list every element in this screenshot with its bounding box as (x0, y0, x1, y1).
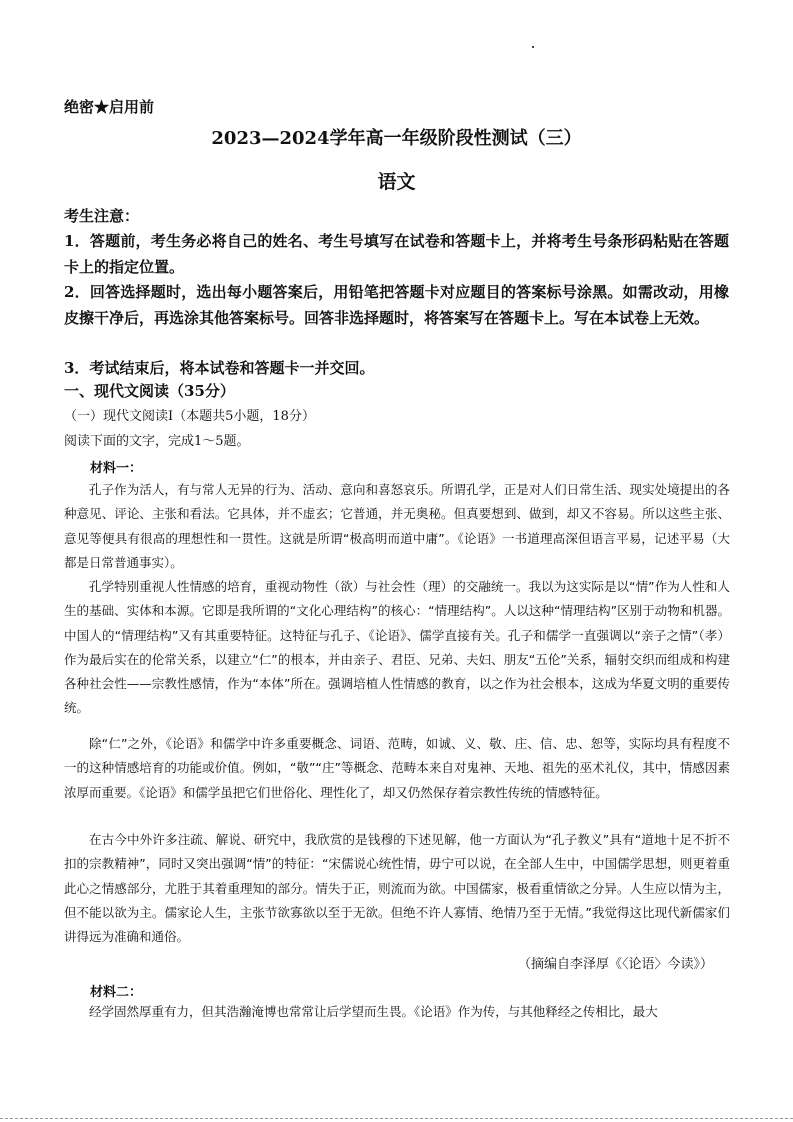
reading-instruction: 阅读下面的文字，完成1～5题。 (64, 434, 250, 449)
material-1-label: 材料一： (90, 461, 143, 476)
notice-item: 2．回答选择题时，选出每小题答案后，用铅笔把答题卡对应题目的答案标号涂黑。如需改动，用橡皮擦干净后，再选涂其他答案标号。回答非选择题时，将答案写在答题卡上。写在本试卷上无效。 (64, 283, 729, 327)
exam-title: 2023—2024学年高一年级阶段性测试（三） (211, 128, 582, 149)
decorative-dot (532, 46, 534, 48)
page-bottom-rule (0, 1118, 793, 1119)
material-1-source: （摘编自李泽厚《〈论语〉今读》） (517, 957, 713, 972)
material-2-paragraph: 经学固然厚重有力，但其浩瀚淹博也常常让后学望而生畏。《论语》作为传，与其他释经之传相比，最大 (89, 1004, 658, 1019)
material-2-label: 材料二： (90, 985, 143, 1000)
section-title: 一、现代文阅读（35分） (64, 382, 235, 400)
notice-heading: 考生注意： (64, 207, 140, 225)
material-1-paragraph: 孔学特别重视人性情感的培育，重视动物性（欲）与社会性（理）的交融统一。我以为这实际是以“情”作为人性和人生的基础、实体和本源。它即是我所谓的“文化心理结构”的核心：“情理结构”。人以这种“情理结构”区别于动物和机器。中国人的“情理结构”又有其重要特征。这特征与孔子、《论语》、儒学直接有关。孔子和儒学一直强调以“亲子之情”（孝）作为最后实在的伦常关系，以建立“仁”的根本，并由亲子、君臣、兄弟、夫妇、朋友“五伦”关系，辐射交织而组成和构建各种社会性——宗教性感情，作为“本体”所在。强调培植人性情感的教育，以之作为社会根本，这成为华夏文明的重要传统。 (64, 579, 730, 716)
notice-item: 1．答题前，考生务必将自己的姓名、考生号填写在试卷和答题卡上，并将考生号条形码粘贴在答题卡上的指定位置。 (64, 232, 729, 276)
material-1-paragraph: 孔子作为活人，有与常人无异的行为、活动、意向和喜怒哀乐。所谓孔学，正是对人们日常生活、现实处境提出的各种意见、评论、主张和看法。它具体，并不虚玄；它普通，并无奥秘。但真要想到、做到，却又不容易。所以这些主张、意见等便具有很高的理想性和一贯性。这就是所谓“极高明而道中庸”。《论语》一书道理高深但语言平易，记述平易（大都是日常普通事实）。 (64, 482, 730, 570)
material-1-paragraph: 除“仁”之外，《论语》和儒学中许多重要概念、词语、范畴，如诚、义、敬、庄、信、忠、恕等，实际均具有程度不一的这种情感培育的功能或价值。例如，“敬”“庄”等概念、范畴本来自对鬼神、天地、祖先的巫术礼仪，其中，情感因素浓厚而重要。《论语》和儒学虽把它们世俗化、理性化了，却又仍然保存着宗教性传统的情感特征。 (64, 736, 730, 800)
secret-label: 绝密★启用前 (64, 98, 155, 116)
subsection-title: （一）现代文阅读Ⅰ（本题共5小题，18分） (64, 409, 315, 424)
subject-title: 语文 (377, 171, 416, 193)
notice-item: 3．考试结束后，将本试卷和答题卡一并交回。 (64, 359, 375, 377)
material-1-paragraph: 在古今中外许多注疏、解说、研究中，我欣赏的是钱穆的下述见解，他一方面认为“孔子教义”具有“道地十足不折不扣的宗教精神”，同时又突出强调“情”的特征：“宋儒说心统性情，毋宁可以说，在全部人生中，中国儒学思想，则更着重此心之情感部分，尤胜于其着重理知的部分。情失于正，则流而为欲。中国儒家，极看重情欲之分异。人生应以情为主，但不能以欲为主。儒家论人生，主张节欲寡欲以至于无欲。但绝不许人寡情、绝情乃至于无情。”我觉得这比现代新儒家们讲得远为准确和通俗。 (64, 832, 730, 945)
